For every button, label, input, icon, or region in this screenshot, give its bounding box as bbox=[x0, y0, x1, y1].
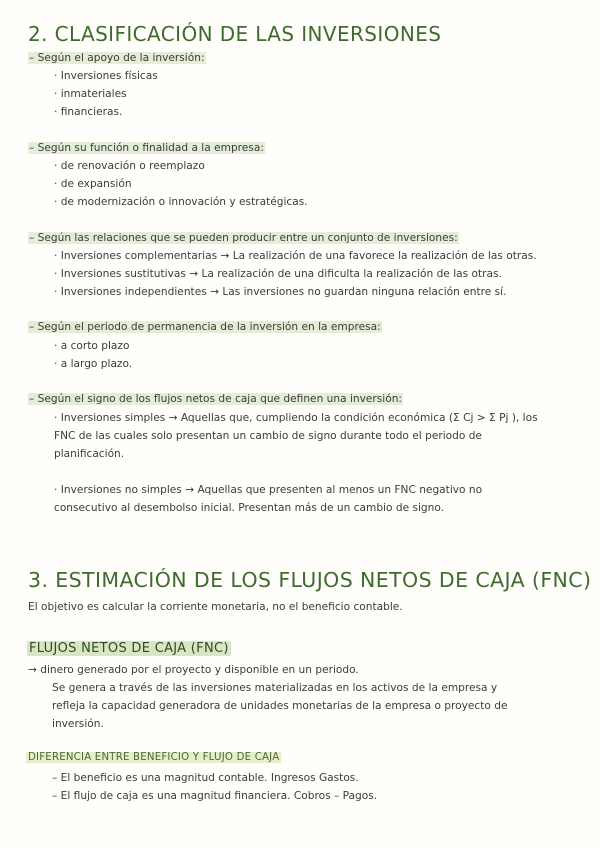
fnc-subtitle: FLUJOS NETOS DE CAJA (FNC) bbox=[29, 641, 229, 656]
fnc-text: refleja la capacidad generadora de unidades monetarias de la empresa o proyecto de bbox=[52, 700, 508, 712]
list-item: · Inversiones no simples → Aquellas que presenten al menos un FNC negativo no bbox=[54, 484, 483, 496]
list-item: · a largo plazo. bbox=[54, 358, 133, 370]
list-item: · Inversiones independientes → Las inversiones no guardan ninguna relación entre sí. bbox=[54, 286, 507, 298]
difference-subtitle: DIFERENCIA ENTRE BENEFICIO Y FLUJO DE CAJA bbox=[28, 752, 280, 763]
list-item-continued: planificación. bbox=[54, 448, 125, 460]
list-item: · a corto plazo bbox=[54, 340, 130, 352]
list-item: · de renovación o reemplazo bbox=[54, 160, 205, 172]
list-item: · inmateriales bbox=[54, 88, 127, 100]
list-item-continued: FNC de las cuales solo presentan un cambio de signo durante todo el periodo de bbox=[54, 430, 482, 442]
group-5-heading: – Según el signo de los flujos netos de caja que definen una inversión: bbox=[29, 393, 402, 405]
group-2-heading: – Según su función o finalidad a la empresa: bbox=[29, 142, 264, 154]
section-2-title: 2. CLASIFICACIÓN DE LAS INVERSIONES bbox=[28, 22, 442, 46]
difference-item: – El beneficio es una magnitud contable. Ingresos Gastos. bbox=[52, 772, 359, 784]
list-item: · de modernización o innovación y estratégicas. bbox=[54, 196, 308, 208]
list-item: · Inversiones sustitutivas → La realización de una dificulta la realización de las otras. bbox=[54, 268, 502, 280]
fnc-text: inversión. bbox=[52, 718, 104, 730]
fnc-definition: → dinero generado por el proyecto y disponible en un periodo. bbox=[28, 664, 359, 676]
list-item: · Inversiones complementarias → La realización de una favorece la realización de las otras. bbox=[54, 250, 537, 262]
list-item: · Inversiones simples → Aquellas que, cumpliendo la condición económica (Σ Cj > Σ Pj ), los bbox=[54, 412, 538, 424]
group-3-heading: – Según las relaciones que se pueden producir entre un conjunto de inversiones: bbox=[29, 232, 458, 244]
section-3-title: 3. ESTIMACIÓN DE LOS FLUJOS NETOS DE CAJA (FNC) bbox=[28, 568, 592, 592]
section-3-intro: El objetivo es calcular la corriente monetaria, no el beneficio contable. bbox=[28, 601, 403, 613]
list-item: · financieras. bbox=[54, 106, 123, 118]
difference-item: – El flujo de caja es una magnitud financiera. Cobros – Pagos. bbox=[52, 790, 378, 802]
list-item: · de expansión bbox=[54, 178, 132, 190]
group-1-heading: – Según el apoyo de la inversión: bbox=[29, 52, 205, 64]
group-4-heading: – Según el periodo de permanencia de la inversión en la empresa: bbox=[29, 321, 381, 333]
list-item-continued: consecutivo al desembolso inicial. Presentan más de un cambio de signo. bbox=[54, 502, 445, 514]
list-item: · Inversiones físicas bbox=[54, 70, 158, 82]
fnc-text: Se genera a través de las inversiones materializadas en los activos de la empresa y bbox=[52, 682, 498, 694]
